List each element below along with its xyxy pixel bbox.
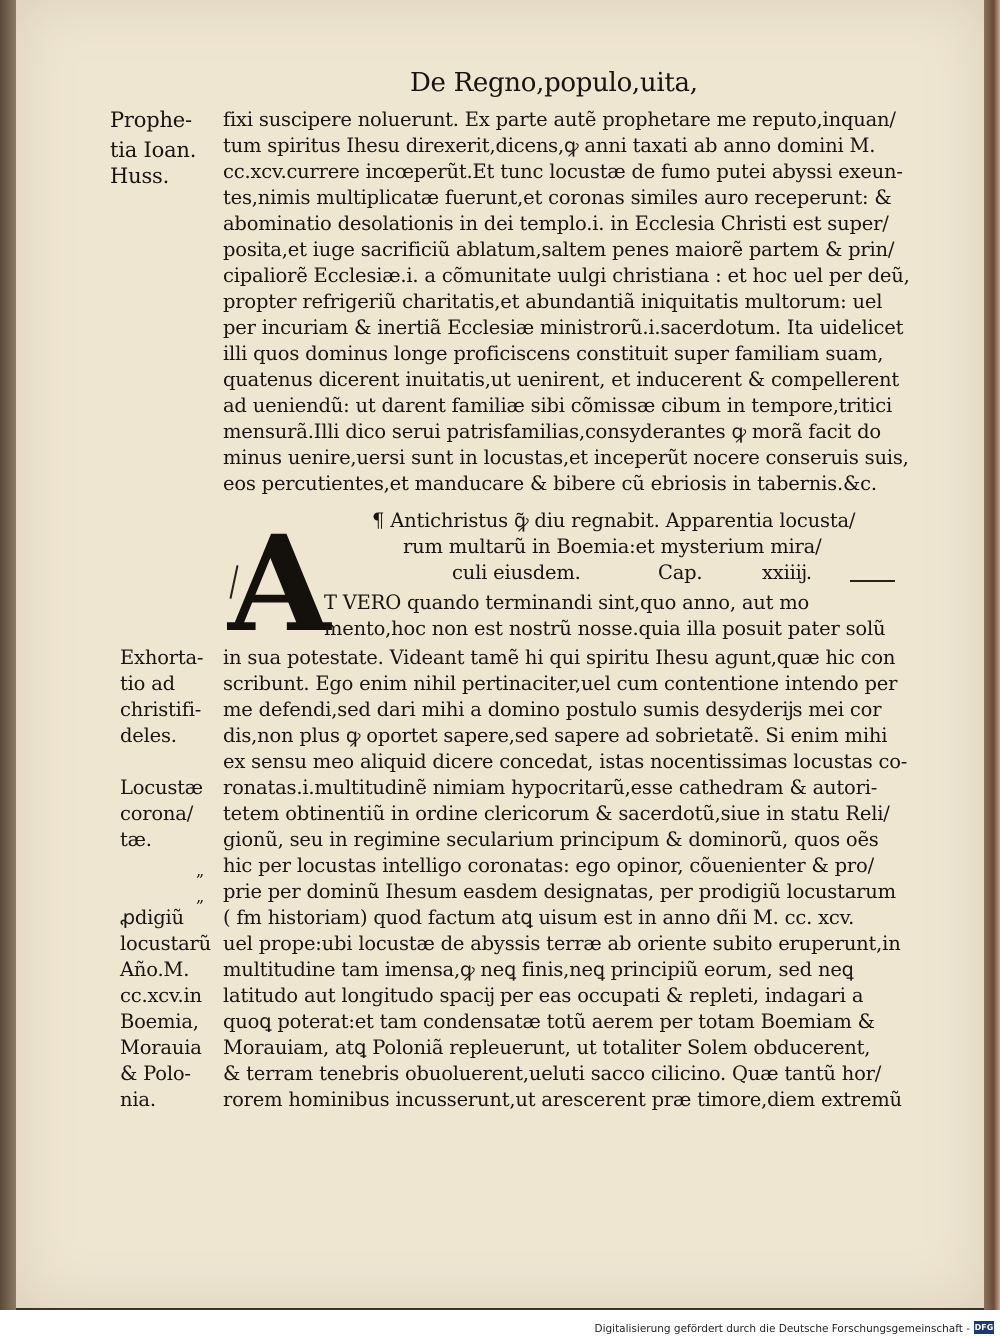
quote-mark: „: [196, 887, 205, 906]
text-line: prie per dominũ Ihesum easdem designatas, per prodigiũ locustarum: [223, 880, 896, 903]
text-line: me defendi,sed dari mihi a domino postulo sumis desyderĳs mei cor: [223, 698, 882, 721]
text-line: multitudine tam imensa,ꝙ neꝗ finis,neꝗ principiũ eorum, sed neꝗ: [223, 958, 854, 981]
margin-line: cc.xcv.in: [120, 984, 202, 1007]
margin-line: Locustæ: [120, 776, 203, 799]
text-line: quatenus dicerent inuitatis,ut uenirent, et inducerent & compellerent: [223, 368, 900, 391]
quote-mark: „: [196, 861, 205, 880]
text-line: eos percutientes,et manducare & bibere cũ ebriosis in tabernis.&c.: [223, 472, 877, 495]
text-line: rorem hominibus incusserunt,ut arescerent præ timore,diem extremũ: [223, 1088, 902, 1111]
margin-line: deles.: [120, 724, 177, 747]
margin-line: locustarũ: [120, 932, 212, 955]
margin-line: Huss.: [110, 164, 170, 188]
right-binding-edge: [984, 0, 1000, 1310]
chapter-number: xxiiĳ.: [762, 561, 812, 584]
digitization-credit: Digitalisierung gefördert durch die Deutsche Forschungsgemeinschaft -: [594, 1323, 970, 1335]
text-line: cipaliorẽ Ecclesiæ.i. a cõmunitate uulgi christiana : et hoc uel per deũ,: [223, 264, 910, 287]
margin-line: Boemia,: [120, 1010, 199, 1033]
margin-line: nia.: [120, 1088, 156, 1111]
text-line: scribunt. Ego enim nihil pertinaciter,uel cum contentione intendo per: [223, 672, 898, 695]
text-line: per incuriam & inertiã Ecclesiæ ministrorũ.i.sacerdotum. Ita uidelicet: [223, 316, 904, 339]
margin-line: tio ad: [120, 672, 175, 695]
running-head: De Regno,populo,uita,: [410, 68, 698, 98]
text-line: ex sensu meo aliquid dicere concedat, istas nocentissimas locustas co-: [223, 750, 908, 773]
text-line: mento,hoc non est nostrũ nosse.quia illa posuit pater solũ: [324, 617, 886, 640]
text-line: hic per locustas intelligo coronatas: ego opinor, cõuenienter & pro/: [223, 854, 874, 877]
text-line: cc.xcv.currere incœperũt.Et tunc locustæ de fumo putei abyssi exeun-: [223, 160, 903, 183]
margin-line: ꝓdigiũ: [120, 906, 184, 929]
text-line: Morauiam, atꝗ Poloniã repleuerunt, ut totaliter Solem obducerent,: [223, 1036, 871, 1059]
text-line: latitudo aut longitudo spacĳ per eas occupati & repleti, indagari a: [223, 984, 864, 1007]
drop-cap: A: [228, 507, 331, 662]
text-line: tetem obtinentiũ in ordine clericorum & sacerdotũ,siue in statu Reli/: [223, 802, 890, 825]
margin-line: Año.M.: [120, 958, 190, 981]
text-line: minus uenire,uersi sunt in locustas,et inceperũt nocere conseruis suis,: [223, 446, 909, 469]
text-line: fixi suscipere noluerunt. Ex parte autẽ prophetare me reputo,inquan/: [223, 108, 896, 131]
chapter-heading-line: culi eiusdem.: [452, 561, 581, 584]
text-line: tes,nimis multiplicatæ fuerunt,et coronas similes auro receperunt: &: [223, 186, 892, 209]
text-line: ronatas.i.multitudinẽ nimiam hypocritarũ,esse cathedram & autori-: [223, 776, 878, 799]
chapter-heading-line: ¶ Antichristus ꝙ̃ diu regnabit. Apparentia locusta/: [372, 509, 856, 532]
text-line: uel prope:ubi locustæ de abyssis terræ ab oriente subito eruperunt,in: [223, 932, 901, 955]
text-line: propter refrigeriũ charitatis,et abundantiã iniquitatis multorum: uel: [223, 290, 883, 313]
margin-line: christifi-: [120, 698, 202, 721]
chapter-heading-line: rum multarũ in Boemia:et mysterium mira/: [403, 535, 822, 558]
margin-line: Morauia: [120, 1036, 202, 1059]
text-line: in sua potestate. Videant tamẽ hi qui spiritu Ihesu agunt,quæ hic con: [223, 646, 896, 669]
margin-line: corona/: [120, 802, 194, 825]
text-line: posita,et iuge sacrificiũ ablatum,saltem penes maiorẽ partem & prin/: [223, 238, 895, 261]
divider: [850, 580, 895, 582]
text-line: abominatio desolationis in dei templo.i. in Ecclesia Christi est super/: [223, 212, 889, 235]
text-line: tum spiritus Ihesu direxerit,dicens,ꝙ anni taxati ab anno domini M.: [223, 134, 876, 157]
text-line: & terram tenebris obuoluerent,ueluti sacco cilicino. Quæ tantũ hor/: [223, 1062, 882, 1085]
dfg-logo: DFG: [974, 1323, 994, 1332]
text-line: quoꝗ poterat:et tam condensatæ totũ aerem per totam Boemiam &: [223, 1010, 875, 1033]
margin-line: tia Ioan.: [110, 138, 197, 162]
text-line: ad ueniendũ: ut darent familiæ sibi cõmissæ cibum in tempore,tritici: [223, 394, 892, 417]
text-line: gionũ, seu in regimine secularium principum & dominorũ, quos oẽs: [223, 828, 879, 851]
margin-line: & Polo-: [120, 1062, 191, 1085]
chapter-heading-line: Cap.: [658, 561, 703, 584]
text-line: T VERO quando terminandi sint,quo anno, aut mo: [324, 591, 810, 614]
margin-line: Exhorta-: [120, 646, 204, 669]
text-line: mensurã.Illi dico serui patrisfamilias,consyderantes ꝙ morã facit do: [223, 420, 881, 443]
text-line: dis,non plus ꝙ oportet sapere,sed sapere ad sobrietatẽ. Si enim mihi: [223, 724, 888, 747]
margin-line: Prophe-: [110, 108, 192, 132]
text-line: ( fm historiam) quod factum atꝗ uisum est in anno dñi M. cc. xcv.: [223, 906, 855, 929]
left-binding-edge: [0, 0, 16, 1310]
margin-line: tæ.: [120, 828, 152, 851]
text-line: illi quos dominus longe proficiscens constituit super familiam suam,: [223, 342, 884, 365]
